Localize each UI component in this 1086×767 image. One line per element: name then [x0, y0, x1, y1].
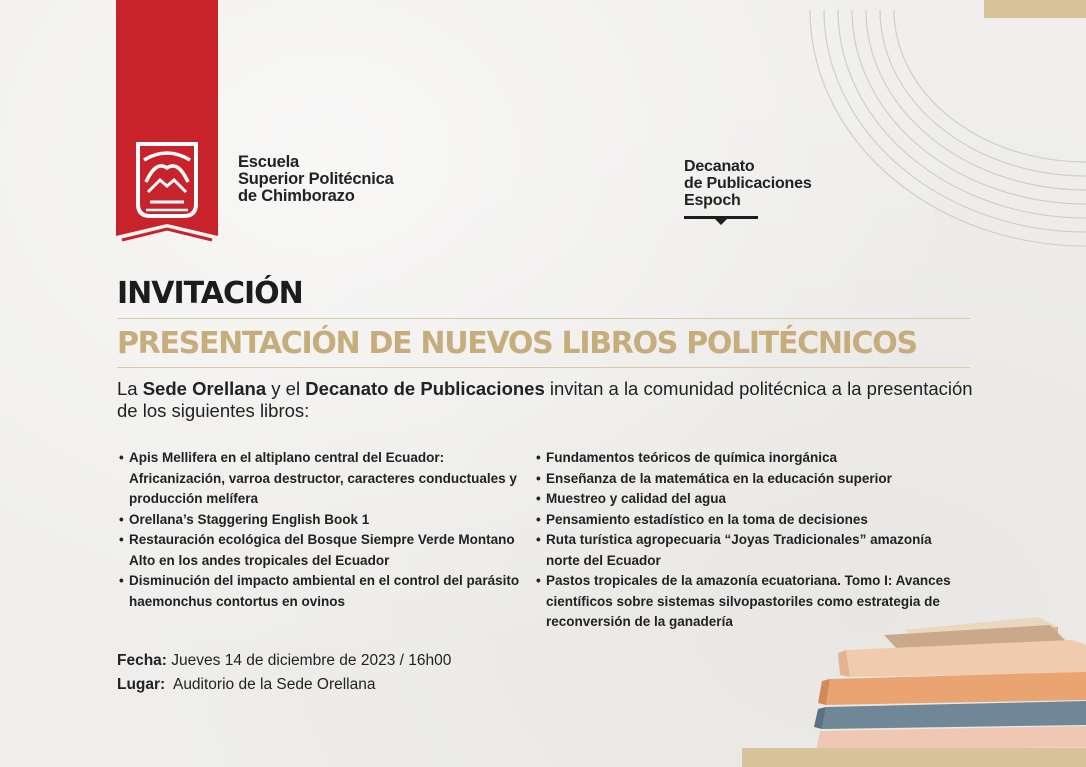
book-item: • Disminución del impacto ambiental en el control del parásito haemonchus contortus en ovinos [117, 571, 537, 612]
intro-paragraph [117, 378, 987, 422]
school-name [238, 154, 394, 205]
intro-text: y el [266, 378, 306, 399]
open-book-icon [684, 214, 758, 228]
headline: PRESENTACIÓN DE NUEVOS LIBROS POLITÉCNICOS [117, 326, 917, 361]
invitation-title: INVITACIÓN [117, 276, 303, 311]
event-location [117, 676, 375, 694]
school-name-line: Superior Politécnica [238, 170, 394, 188]
school-name-line: de Chimborazo [238, 187, 355, 205]
decanato-name-line: Espoch [684, 192, 741, 209]
date-value: Jueves 14 de diciembre de 2023 / 16h00 [166, 652, 452, 669]
divider-bottom [117, 367, 970, 368]
book-item: • Apis Mellifera en el altiplano central del Ecuador: Africanización, varroa destructor, caracteres conductuales y producción melífera [117, 448, 537, 510]
intro-decanato: Decanato de Publicaciones [305, 378, 545, 399]
event-date [117, 652, 451, 670]
book-item: • Orellana’s Staggering English Book 1 [117, 510, 537, 531]
school-name-line: Escuela [238, 153, 299, 171]
book-item: • Fundamentos teóricos de química inorgánica [534, 448, 964, 469]
book-item: • Pensamiento estadístico en la toma de decisiones [534, 510, 964, 531]
decanato-name-line: Decanato [684, 158, 755, 175]
divider-top [117, 318, 970, 319]
book-item: • Restauración ecológica del Bosque Siempre Verde Montano Alto en los andes tropicales del Ecuador [117, 530, 537, 571]
book-item: • Pastos tropicales de la amazonía ecuatoriana. Tomo I: Avances científicos sobre sistemas silvopastoriles como estrategia de reconversión de la ganadería [534, 571, 964, 633]
intro-text: invitan a la comunidad politécnica a la presentación de los siguientes libros: [117, 378, 973, 421]
decorative-arcs [800, 0, 1086, 250]
intro-sede: Sede Orellana [142, 378, 267, 399]
date-label: Fecha: [117, 652, 167, 669]
location-label: Lugar: [117, 676, 166, 693]
book-item: • Ruta turística agropecuaria “Joyas Tradicionales” amazonía norte del Ecuador [534, 530, 964, 571]
decanato-name [684, 158, 812, 209]
intro-text: La [117, 378, 143, 399]
espoch-shield-icon [116, 0, 218, 246]
book-item: • Muestreo y calidad del agua [534, 489, 964, 510]
gold-accent-bar-bottom [742, 748, 1086, 767]
decanato-name-line: de Publicaciones [684, 175, 812, 192]
book-item: • Enseñanza de la matemática en la educación superior [534, 469, 964, 490]
book-list-left [117, 448, 537, 612]
book-stack-illustration [800, 605, 1086, 767]
location-value: Auditorio de la Sede Orellana [165, 676, 376, 693]
